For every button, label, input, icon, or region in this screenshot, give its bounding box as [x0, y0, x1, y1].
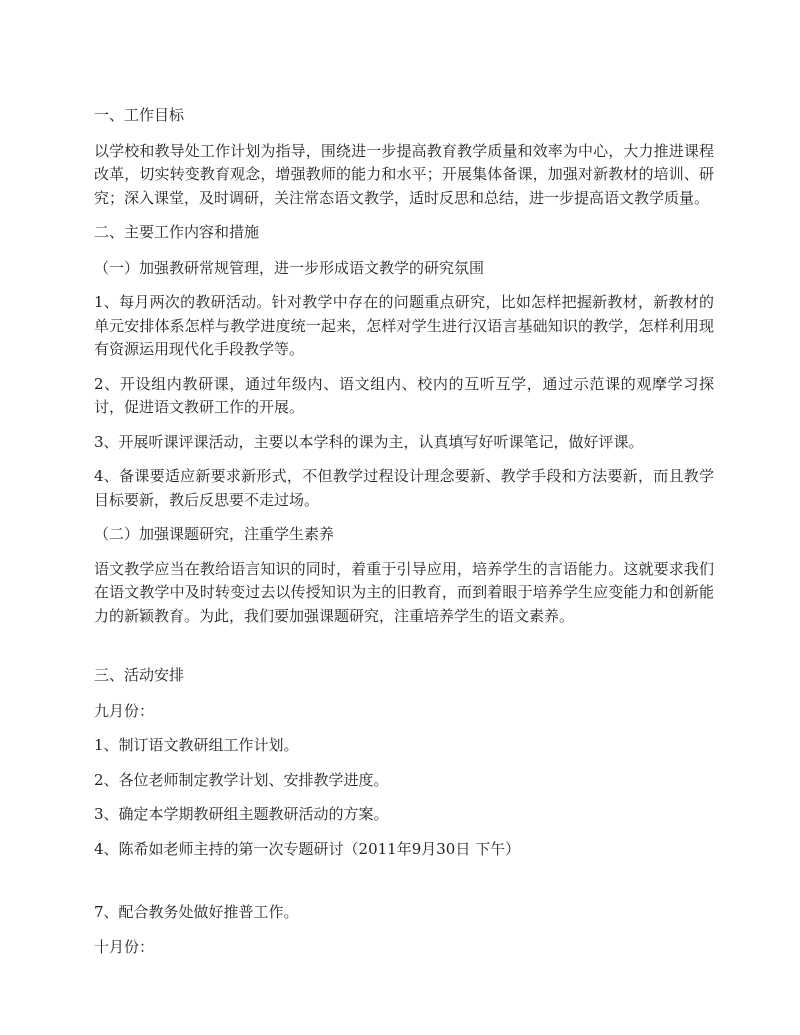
- list-item-1: 1、每月两次的教研活动。针对教学中存在的问题重点研究，比如怎样把握新教材，新教材的单元安排体系怎样与教学进度统一起来，怎样对学生进行汉语言基础知识的教学，怎样利用现有资源运用现代化手段教学等。: [94, 293, 714, 358]
- section-heading-schedule: 三、活动安排: [94, 666, 185, 684]
- list-item-4: 4、备课要适应新要求新形式，不但教学过程设计理念要新、教学手段和方法要新，而且教学目标要新，教后反思要不走过场。: [94, 467, 714, 509]
- list-item-2: 2、开设组内教研课，通过年级内、语文组内、校内的互听互学，通过示范课的观摩学习探讨，促进语文教研工作的开展。: [94, 374, 714, 416]
- schedule-item-7: 7、配合教务处做好推普工作。: [94, 903, 299, 921]
- list-item-3: 3、开展听课评课活动，主要以本学科的课为主，认真填写好听课笔记，做好评课。: [94, 432, 644, 451]
- section-heading-goals: 一、工作目标: [94, 106, 185, 124]
- section-heading-content: 二、主要工作内容和措施: [94, 223, 260, 241]
- schedule-item-1: 1、制订语文教研组工作计划。: [94, 736, 299, 754]
- subheading-research-management: （一）加强教研常规管理，进一步形成语文教学的研究氛围: [94, 258, 485, 277]
- topic-research-paragraph: 语文教学应当在教给语言知识的同时，着重于引导应用，培养学生的言语能力。这就要求我们在语文教学中及时转变过去以传授知识为主的旧教育，而到着眼于培养学生应变能力和创新能力的新颖教育。为此，我们要加强课题研究，注重培养学生的语文素养。: [94, 559, 714, 625]
- schedule-item-4: 4、陈希如老师主持的第一次专题研讨（2011年9月30日 下午）: [94, 839, 521, 858]
- schedule-item-3: 3、确定本学期教研组主题教研活动的方案。: [94, 805, 389, 823]
- month-heading-october: 十月份：: [94, 937, 155, 956]
- subheading-topic-research: （二）加强课题研究，注重学生素养: [94, 525, 335, 543]
- goals-paragraph: 以学校和教导处工作计划为指导，围绕进一步提高教育教学质量和效率为中心，大力推进课程改革，切实转变教育观念，增强教师的能力和水平；开展集体备课，加强对新教材的培训、研究；深入课堂，及时调研，关注常态语文教学，适时反思和总结，进一步提高语文教学质量。: [94, 141, 714, 207]
- month-heading-september: 九月份：: [94, 701, 155, 720]
- schedule-item-2: 2、各位老师制定教学计划、安排教学进度。: [94, 770, 389, 789]
- document-page: [94, 104, 714, 970]
